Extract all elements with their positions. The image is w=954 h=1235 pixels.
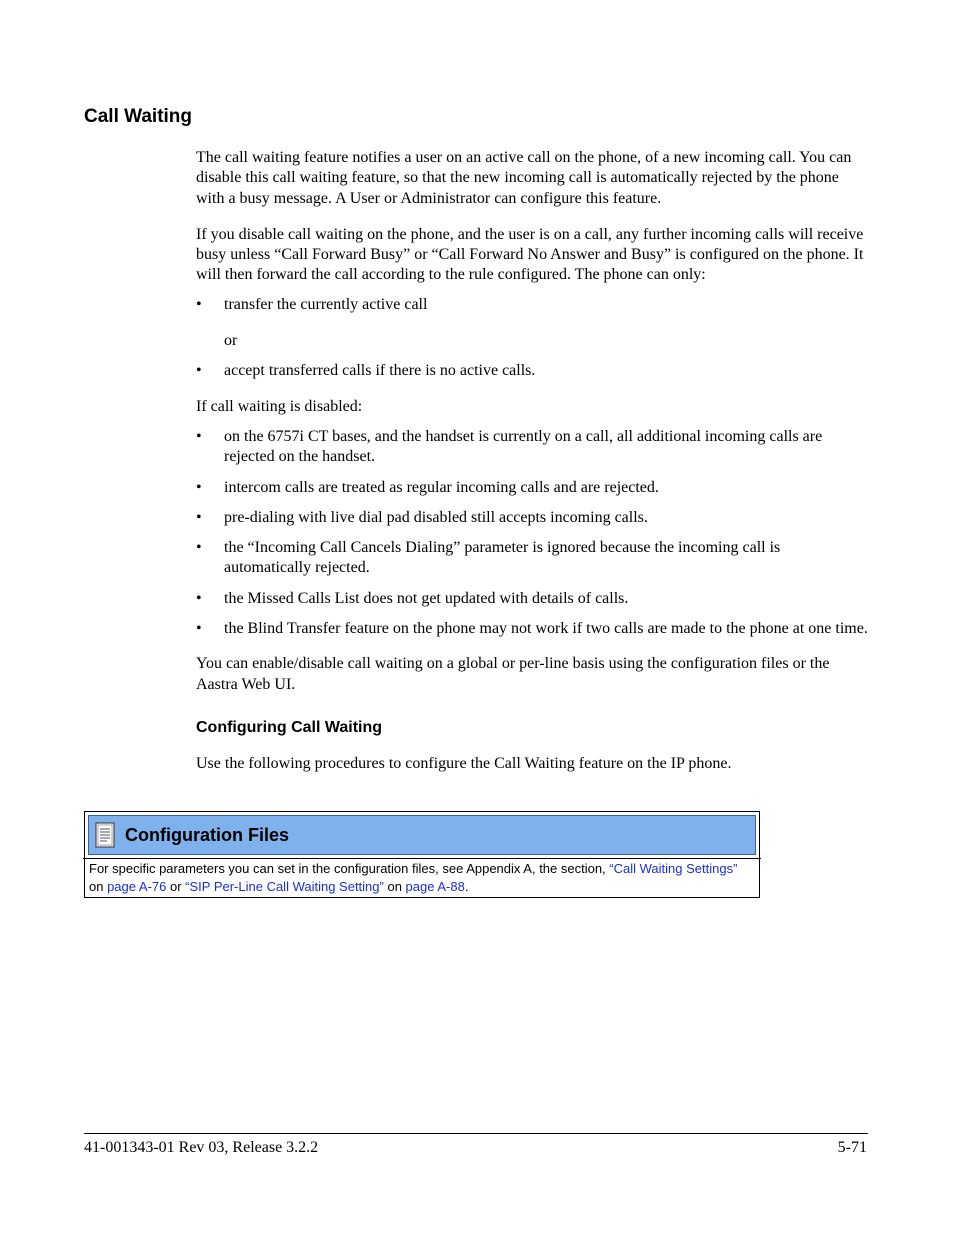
configuration-files-text	[89, 860, 739, 896]
section-subheading: Configuring Call Waiting	[196, 718, 383, 736]
list-item: • the Missed Calls List does not get updated with details of calls.	[196, 589, 868, 609]
list-item: • the Blind Transfer feature on the phone may not work if two calls are made to the phone at one time.	[196, 619, 868, 639]
can-only-list	[196, 295, 868, 315]
config-text-end: .	[464, 879, 469, 894]
document-icon	[95, 822, 115, 848]
can-only-list-2	[196, 361, 868, 381]
page-a76-link[interactable]: page A-76	[107, 879, 167, 894]
page-a88-link[interactable]: page A-88	[405, 879, 465, 894]
sip-per-line-call-waiting-link[interactable]: “SIP Per-Line Call Waiting Setting”	[185, 879, 384, 894]
configuration-files-header	[88, 815, 756, 855]
list-item: • the “Incoming Call Cancels Dialing” parameter is ignored because the incoming call is automatically rejected.	[196, 538, 868, 579]
config-text-on: on	[89, 879, 108, 894]
list-item: • accept transferred calls if there is no active calls.	[196, 361, 868, 381]
config-text-or: or	[166, 879, 186, 894]
config-text-on: on	[383, 879, 406, 894]
list-item: • pre-dialing with live dial pad disabled still accepts incoming calls.	[196, 508, 868, 528]
footer-divider	[84, 1133, 868, 1134]
call-waiting-settings-link[interactable]: “Call Waiting Settings”	[609, 861, 738, 876]
disable-paragraph: If you disable call waiting on the phone, and the user is on a call, any further incoming calls will receive busy unless “Call Forward Busy” or “Call Forward No Answer and Busy” is configured on the phone. It will then forward the call according to the rule configured. The phone can only:	[196, 225, 864, 284]
footer-page-number: 5-71	[837, 1139, 867, 1156]
or-text: or	[224, 332, 238, 350]
procedures-paragraph: Use the following procedures to configure the Call Waiting feature on the IP phone.	[196, 755, 732, 773]
configuration-files-title: Configuration Files	[125, 824, 289, 845]
intro-paragraph: The call waiting feature notifies a user on an active call on the phone, of a new incoming call. You can disable this call waiting feature, so that the new incoming call is automatically rejected by the phone with a busy message. A User or Administrator can configure this feature.	[196, 149, 852, 207]
configuration-files-box	[84, 811, 760, 898]
if-disabled-label: If call waiting is disabled:	[196, 397, 363, 415]
divider	[83, 858, 761, 859]
footer-doc-id: 41-001343-01 Rev 03, Release 3.2.2	[84, 1139, 319, 1156]
enable-paragraph: You can enable/disable call waiting on a global or per-line basis using the configuration files or the Aastra Web UI.	[196, 655, 830, 693]
config-text-intro: For specific parameters you can set in the configuration files, see Appendix A, the section,	[89, 861, 610, 876]
list-item: • intercom calls are treated as regular incoming calls and are rejected.	[196, 478, 868, 498]
body-content	[196, 148, 868, 791]
list-item: • on the 6757i CT bases, and the handset is currently on a call, all additional incoming calls are rejected on the handset.	[196, 427, 868, 468]
list-item: • transfer the currently active call	[196, 295, 868, 315]
page-title: Call Waiting	[84, 106, 193, 127]
disabled-list	[196, 427, 868, 639]
